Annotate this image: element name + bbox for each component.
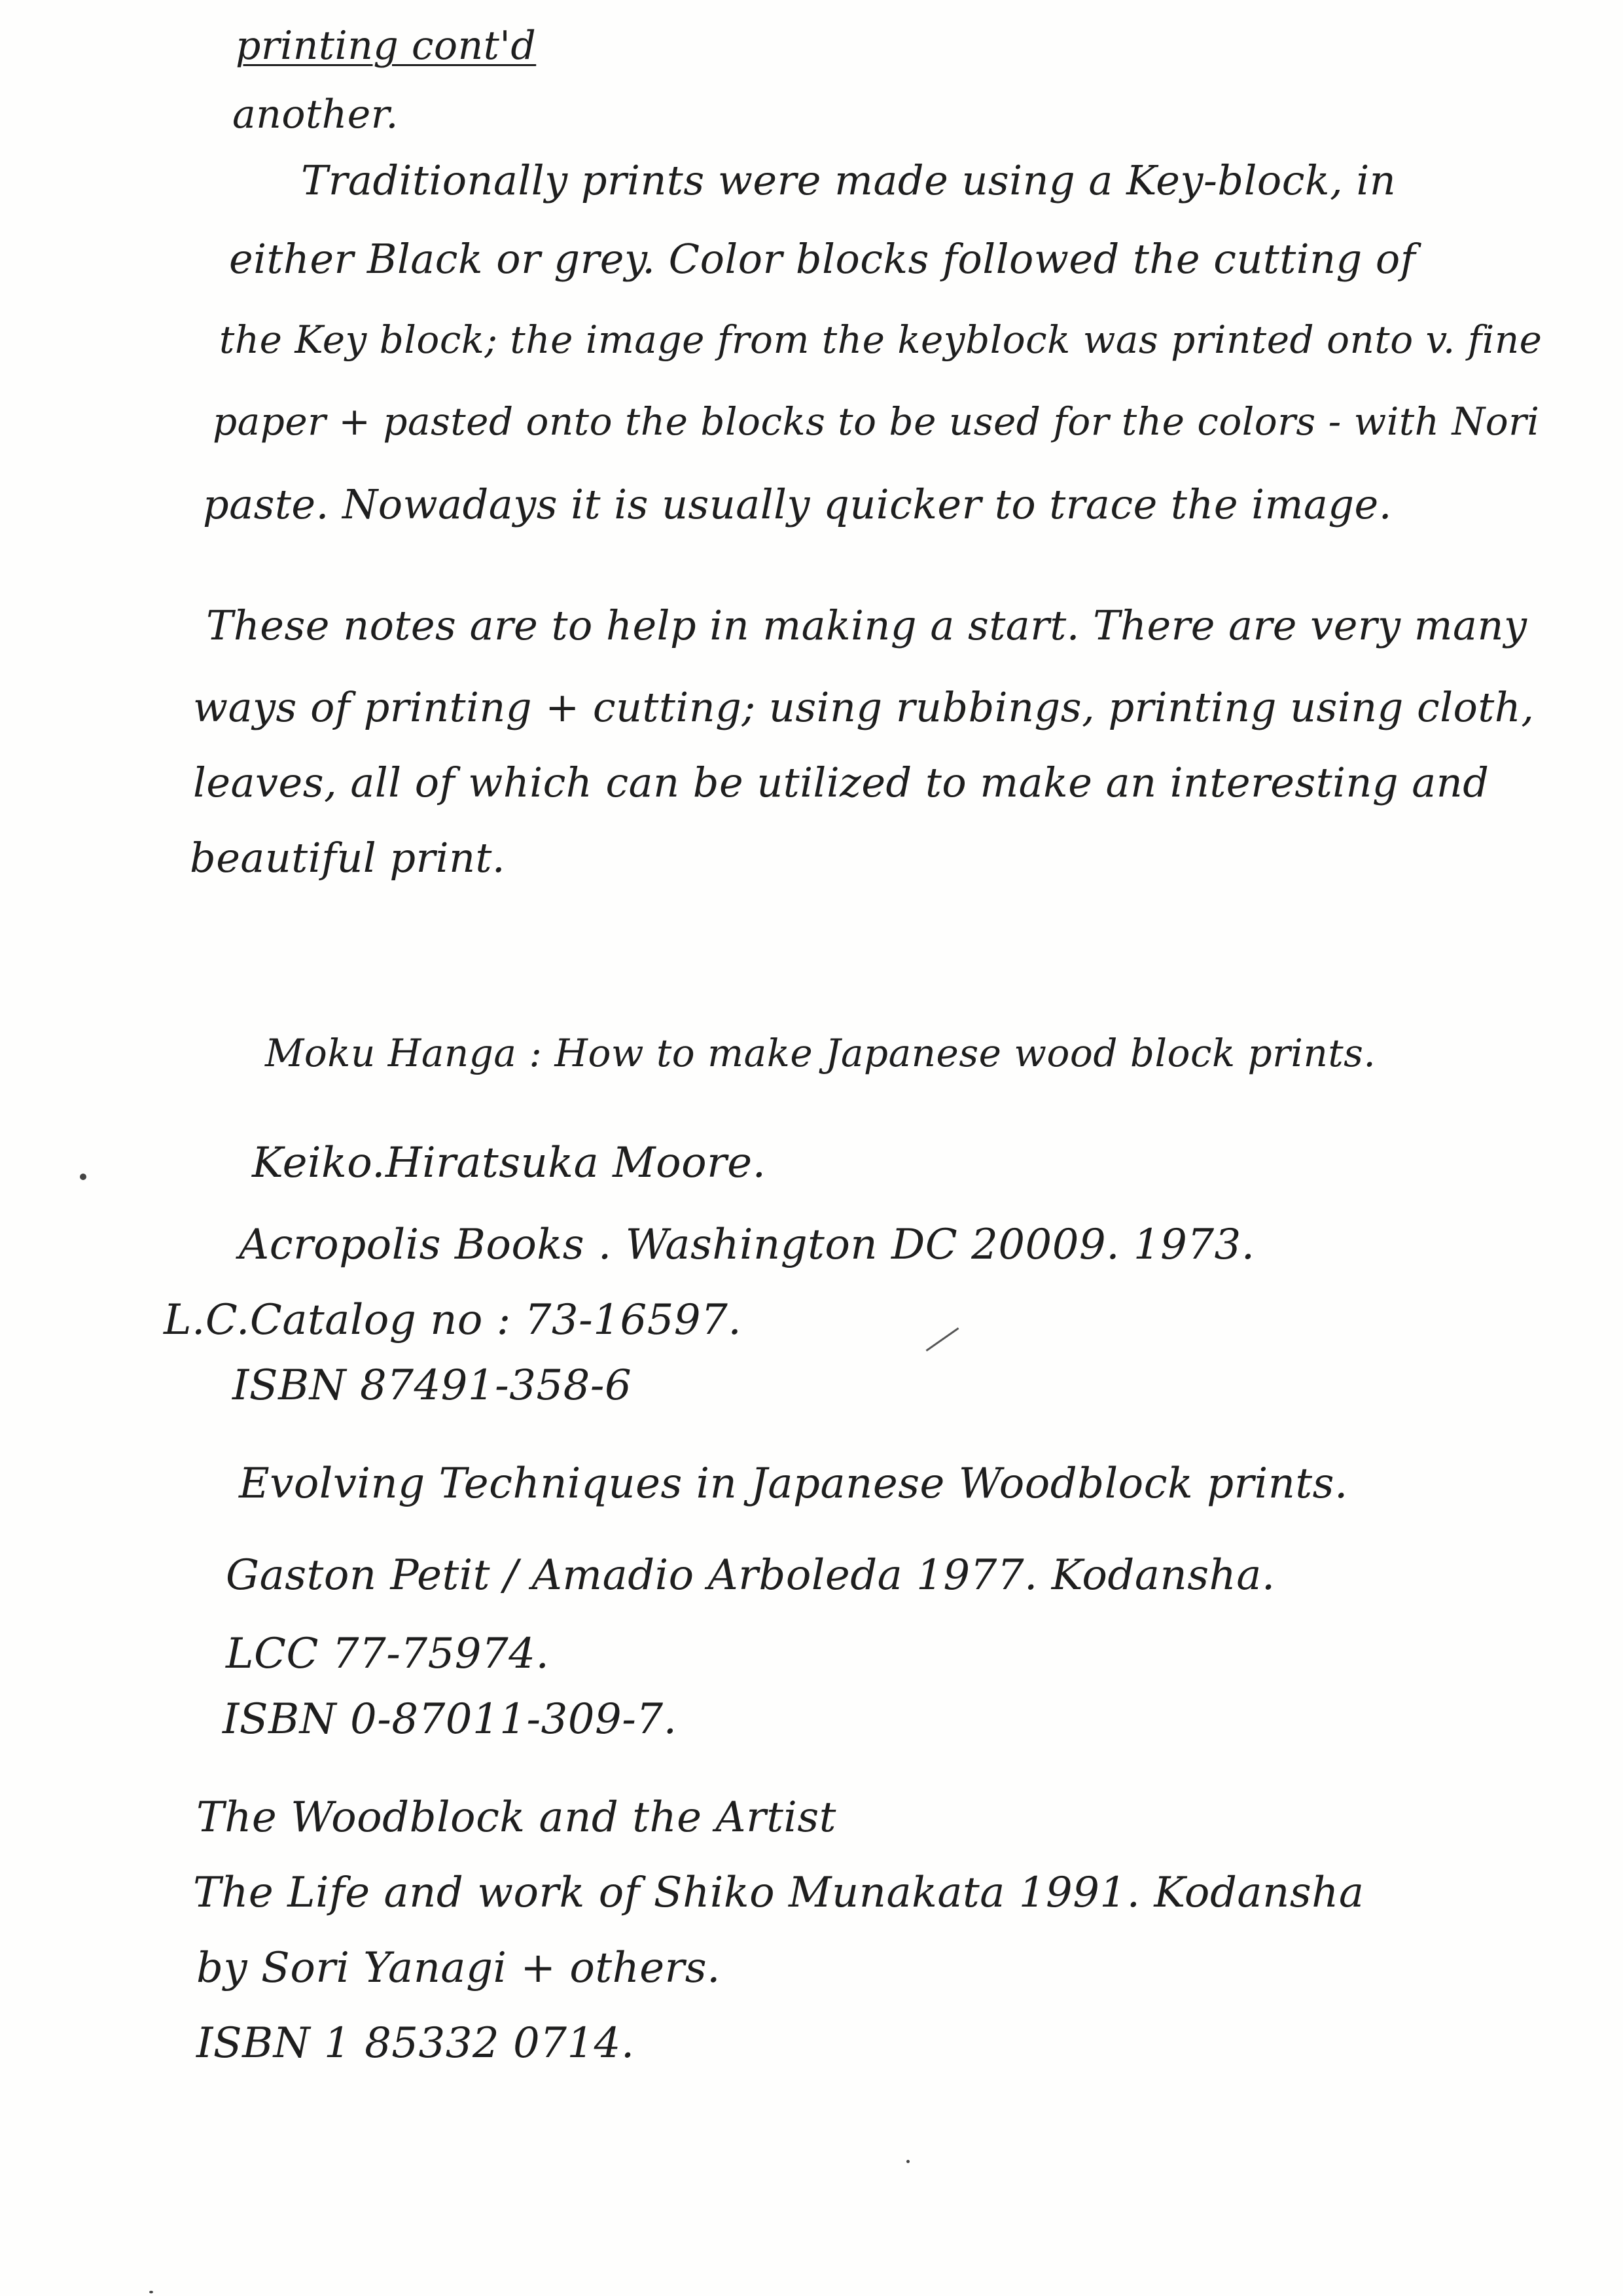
reference-2-title: Evolving Techniques in Japanese Woodblock prints. [239, 1460, 1348, 1508]
reference-1-publisher: Acropolis Books . Washington DC 20009. 1973. [239, 1221, 1255, 1269]
scan-speck [80, 1174, 86, 1180]
reference-2-authors: Gaston Petit / Amadio Arboleda 1977. Kodansha. [226, 1551, 1275, 1600]
header-line-1 [236, 23, 537, 69]
pen-stray-mark [926, 1327, 959, 1352]
reference-2-isbn: ISBN 0-87011-309-7. [223, 1695, 677, 1744]
paragraph-1-line-3: the Key block; the image from the keyblock was printed onto v. fine [219, 317, 1543, 362]
reference-3-authors: by Sori Yanagi + others. [196, 1944, 721, 1992]
paragraph-1-line-4: paper + pasted onto the blocks to be used for the colors - with Nori [213, 399, 1540, 444]
reference-3-title: The Woodblock and the Artist [196, 1793, 836, 1842]
header-line-2: another. [232, 92, 399, 137]
reference-1-catalog: L.C.Catalog no : 73-16597. [164, 1296, 742, 1344]
paragraph-1-line-1: Traditionally prints were made using a Key-block, in [301, 156, 1397, 204]
paragraph-1-line-5: paste. Nowadays it is usually quicker to trace the image. [203, 480, 1392, 528]
reference-2-lcc: LCC 77-75974. [226, 1630, 550, 1678]
reference-3-isbn: ISBN 1 85332 0714. [196, 2019, 635, 2068]
paragraph-1-line-2: either Black or grey. Color blocks followed the cutting of [229, 235, 1416, 283]
scan-speck [906, 2160, 910, 2163]
reference-1-author: Keiko.Hiratsuka Moore. [252, 1139, 766, 1187]
scan-speck [149, 2291, 153, 2293]
header-underlined-word: printing cont'd [236, 23, 537, 69]
paragraph-2-line-3: leaves, all of which can be utilized to make an interesting and [193, 759, 1489, 806]
reference-1-isbn: ISBN 87491-358-6 [232, 1361, 632, 1410]
paragraph-2-line-2: ways of printing + cutting; using rubbings, printing using cloth, [193, 683, 1535, 731]
reference-1-title: Moku Hanga : How to make Japanese wood block prints. [265, 1031, 1376, 1075]
paragraph-2-line-4: beautiful print. [190, 834, 506, 882]
paragraph-2-line-1: These notes are to help in making a start. There are very many [206, 601, 1527, 649]
reference-3-subtitle: The Life and work of Shiko Munakata 1991. Kodansha [193, 1869, 1364, 1917]
